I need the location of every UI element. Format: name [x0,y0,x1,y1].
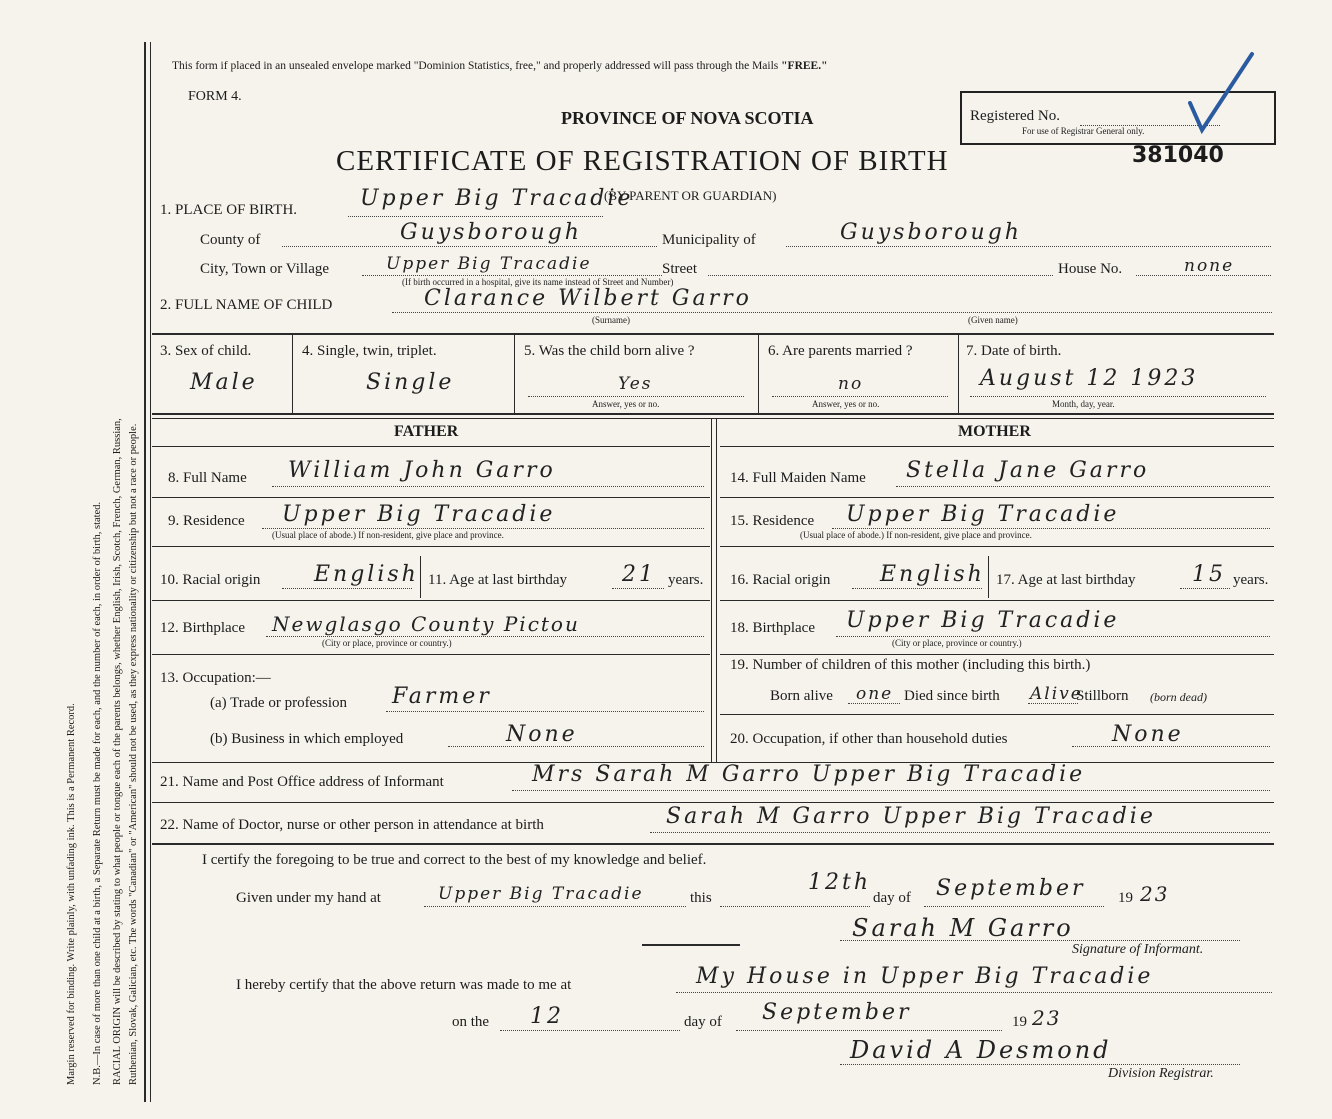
informant-value: Mrs Sarah M Garro Upper Big Tracadie [532,762,1086,787]
province-heading: PROVINCE OF NOVA SCOTIA [561,108,814,128]
father-occupation-label: 13. Occupation:— [160,670,271,686]
place-of-birth-label: 1. PLACE OF BIRTH. [160,202,298,218]
father-name-label: 8. Full Name [168,470,247,486]
father-trade-value: Farmer [392,684,492,709]
single-label: 4. Single, twin, triplet. [302,343,437,359]
father-business-label: (b) Business in which employed [210,731,404,747]
father-years-label: years. [668,572,704,588]
sex-value: Male [190,370,258,395]
doctor-label: 22. Name of Doctor, nurse or other person in attendance at birth [160,817,544,833]
registrar-signature: David A Desmond [850,1036,1112,1064]
day-of-label: day of [873,890,911,906]
dob-note: Month, day, year. [1052,399,1115,409]
father-trade-label: (a) Trade or profession [210,695,348,711]
surname-note: (Surname) [592,315,630,325]
racial-origin-note-2: Ruthenian, Slovak, Galician, etc. The words "Canadian" or "American" should not be used, as they express nationality or citizenship but not a race or people. [128,423,139,1085]
father-heading: FATHER [394,423,459,440]
mother-birthplace-value: Upper Big Tracadie [846,608,1120,633]
sex-label: 3. Sex of child. [160,343,252,359]
died-value: Alive [1030,684,1083,704]
alive-note: Answer, yes or no. [592,399,660,409]
certificate-title: CERTIFICATE OF REGISTRATION OF BIRTH [336,145,949,177]
certify-year-suffix: 23 [1140,882,1170,906]
married-note: Answer, yes or no. [812,399,880,409]
mother-children-label: 19. Number of children of this mother (including this birth.) [730,657,1091,673]
single-value: Single [366,370,455,395]
mother-race-label: 16. Racial origin [730,572,831,588]
mother-heading: MOTHER [958,423,1031,440]
born-alive-label: Born alive [770,688,833,704]
stillborn-note: (born dead) [1150,690,1207,704]
street-note: (If birth occurred in a hospital, give its name instead of Street and Number) [402,277,674,287]
informant-label: 21. Name and Post Office address of Informant [160,774,444,790]
on-the-label: on the [452,1014,490,1030]
mother-residence-label: 15. Residence [730,513,815,529]
city-value: Upper Big Tracadie [386,254,592,274]
form-number: FORM 4. [188,89,242,104]
alive-value: Yes [618,374,653,394]
place-of-birth-value: Upper Big Tracadie [360,186,634,211]
father-race-value: English [314,562,419,587]
mother-birthplace-label: 18. Birthplace [730,620,815,636]
registrar-use-note: For use of Registrar General only. [1022,126,1145,136]
certify-year-prefix: 19 [1118,890,1133,906]
this-label: this [690,890,712,906]
municipality-label: Municipality of [662,232,756,248]
dob-value: August 12 1923 [980,366,1199,391]
informant-signature: Sarah M Garro [852,914,1074,942]
father-residence-value: Upper Big Tracadie [282,502,556,527]
racial-origin-note: RACIAL ORIGIN will be described by stating to what people or tongue each of the parents belongs, whether English, Irish, Scotch, French, German, Russian, [112,418,123,1085]
house-value: none [1184,256,1235,276]
nb-note: N.B.—In case of more than one child at a birth, a Separate Return must be made for each, and the number of each, in order of birth, stated. [92,501,103,1085]
binding-note: Margin reserved for binding. Write plainly, with unfading ink. This is a Permanent Record. [66,703,77,1085]
married-value: no [838,374,864,394]
born-alive-value: one [856,684,894,704]
given-under-label: Given under my hand at [236,890,381,906]
father-age-value: 21 [622,562,656,587]
father-birthplace-note: (City or place, province or country.) [322,638,452,648]
mail-note-text: This form if placed in an unsealed envelope marked "Dominion Statistics, free," and properly addressed will pass through the Mails [172,60,782,72]
mother-residence-value: Upper Big Tracadie [846,502,1120,527]
father-business-value: None [506,722,578,747]
county-label: County of [200,232,261,248]
division-registrar-label: Division Registrar. [1108,1066,1214,1081]
registrar-year-prefix: 19 [1012,1014,1027,1030]
certify-day-value: 12th [808,870,872,895]
house-label: House No. [1058,261,1123,277]
municipality-value: Guysborough [840,220,1022,245]
given-place-value: Upper Big Tracadie [438,884,644,904]
mother-name-value: Stella Jane Garro [906,458,1150,483]
registrar-place-value: My House in Upper Big Tracadie [696,964,1154,989]
mail-note-free: "FREE." [781,60,828,72]
registered-label: Registered No. [970,108,1060,124]
father-race-label: 10. Racial origin [160,572,261,588]
signature-of-informant-label: Signature of Informant. [1072,942,1204,957]
alive-label: 5. Was the child born alive ? [524,343,695,359]
registrar-year-suffix: 23 [1032,1006,1062,1030]
mother-occupation-value: None [1112,722,1184,747]
mail-note [172,60,827,72]
given-name-note: (Given name) [968,315,1018,325]
stillborn-label: Stillborn [1076,688,1129,704]
father-residence-note: (Usual place of abode.) If non-resident, give place and province. [272,530,504,540]
died-label: Died since birth [904,688,1000,704]
registrar-day-value: 12 [530,1004,564,1029]
mother-years-label: years. [1233,572,1269,588]
mother-age-value: 15 [1192,562,1226,587]
mother-name-label: 14. Full Maiden Name [730,470,866,486]
dob-label: 7. Date of birth. [966,343,1062,359]
street-label: Street [662,261,697,277]
father-residence-label: 9. Residence [168,513,245,529]
child-name-value: Clarance Wilbert Garro [424,286,752,311]
mother-birthplace-note: (City or place, province or country.) [892,638,1022,648]
check-mark-icon [1180,48,1260,138]
certify-month-value: September [936,876,1086,901]
father-name-value: William John Garro [288,458,556,483]
registrar-statement: I hereby certify that the above return was made to me at [236,977,572,993]
married-label: 6. Are parents married ? [768,343,913,359]
by-parent-note: (BY PARENT OR GUARDIAN) [604,188,777,203]
registered-number: 381040 [1132,143,1224,168]
mother-residence-note: (Usual place of abode.) If non-resident, give place and province. [800,530,1032,540]
registrar-day-of-label: day of [684,1014,722,1030]
registrar-month-value: September [762,1000,912,1025]
doctor-value: Sarah M Garro Upper Big Tracadie [666,804,1156,829]
father-age-label: 11. Age at last birthday [428,572,567,588]
father-birthplace-value: Newglasgo County Pictou [272,612,580,636]
father-birthplace-label: 12. Birthplace [160,620,245,636]
child-name-label: 2. FULL NAME OF CHILD [160,297,333,313]
mother-occupation-label: 20. Occupation, if other than household duties [730,731,1008,747]
certify-statement: I certify the foregoing to be true and correct to the best of my knowledge and belief. [202,852,707,868]
mother-age-label: 17. Age at last birthday [996,572,1136,588]
mother-race-value: English [880,562,985,587]
city-label: City, Town or Village [200,261,330,277]
county-value: Guysborough [400,220,582,245]
